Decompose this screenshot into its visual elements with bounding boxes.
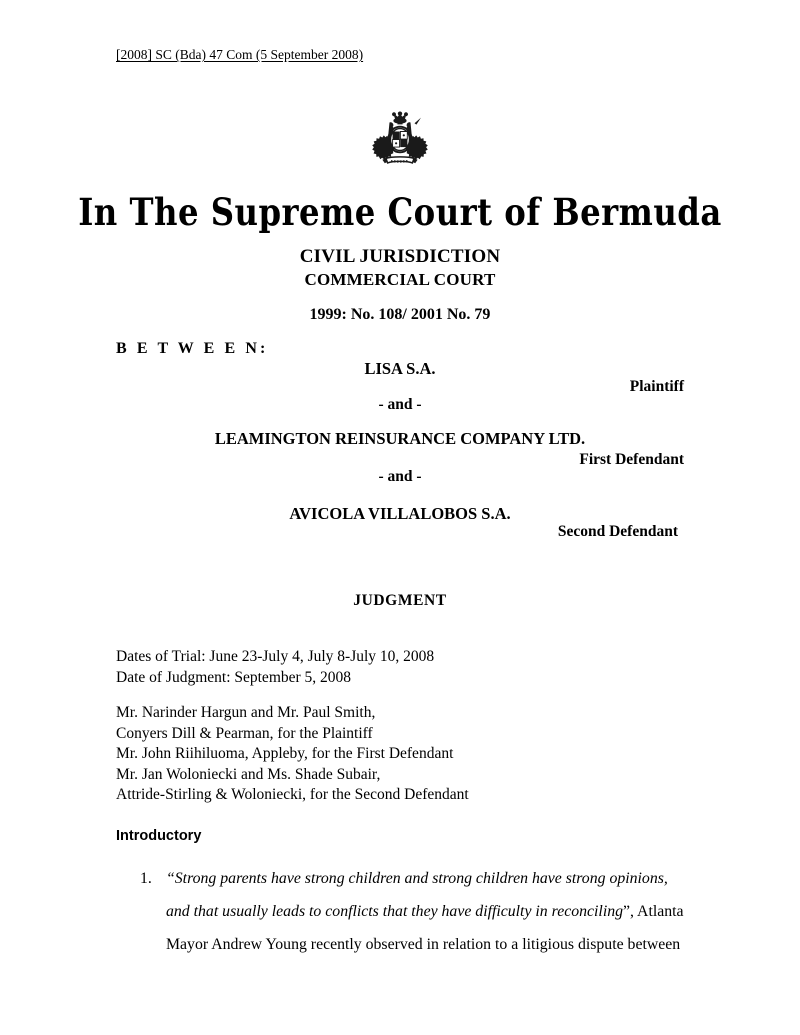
royal-coat-of-arms-icon bbox=[367, 110, 433, 168]
party-second-defendant-name: AVICOLA VILLALOBOS S.A. bbox=[289, 504, 511, 523]
counsel-line: Conyers Dill & Pearman, for the Plaintiff bbox=[116, 724, 373, 742]
between-label: B E T W E E N: bbox=[116, 340, 269, 357]
court-division-heading: COMMERCIAL COURT bbox=[304, 270, 496, 289]
neutral-citation: [2008] SC (Bda) 47 Com (5 September 2008) bbox=[116, 47, 364, 62]
date-line: Date of Judgment: September 5, 2008 bbox=[116, 668, 352, 686]
counsel-line: Mr. Jan Woloniecki and Ms. Shade Subair, bbox=[116, 765, 381, 783]
date-line: Dates of Trial: June 23-July 4, July 8-July 10, 2008 bbox=[116, 648, 435, 665]
jurisdiction-heading: CIVIL JURISDICTION bbox=[299, 246, 501, 267]
party-second-defendant-role: Second Defendant bbox=[557, 523, 678, 540]
counsel-line: Mr. Narinder Hargun and Mr. Paul Smith, bbox=[116, 704, 376, 721]
paragraph-1 bbox=[140, 862, 686, 961]
party-first-defendant-role: First Defendant bbox=[579, 451, 684, 468]
party-plaintiff-name: LISA S.A. bbox=[364, 359, 436, 378]
case-number: 1999: No. 108/ 2001 No. 79 bbox=[309, 306, 491, 323]
paragraph-number: 1. bbox=[140, 870, 152, 887]
paragraph-remainder: ”, Atlanta Mayor Andrew Young recently observed in relation to a litigious dispute between bbox=[166, 903, 684, 953]
trial-dates-block bbox=[116, 647, 434, 688]
judgment-heading: JUDGMENT bbox=[353, 592, 447, 609]
counsel-line: Mr. John Riihiluoma, Appleby, for the First Defendant bbox=[116, 745, 454, 762]
section-heading-introductory: Introductory bbox=[116, 828, 202, 844]
paragraph-quote: “Strong parents have strong children and strong children have strong opinions, and that usually leads to conflicts that they have difficulty in reconciling bbox=[166, 870, 668, 920]
party-separator-2: - and - bbox=[378, 468, 422, 485]
counsel-line: Attride-Stirling & Woloniecki, for the Second Defendant bbox=[116, 786, 469, 803]
party-plaintiff-role: Plaintiff bbox=[629, 378, 684, 395]
paragraph-text bbox=[166, 862, 686, 961]
party-separator-1: - and - bbox=[378, 396, 422, 413]
party-first-defendant-name: LEAMINGTON REINSURANCE COMPANY LTD. bbox=[214, 429, 586, 448]
court-title: In The Supreme Court of Bermuda bbox=[78, 190, 722, 234]
counsel-block bbox=[116, 703, 469, 806]
